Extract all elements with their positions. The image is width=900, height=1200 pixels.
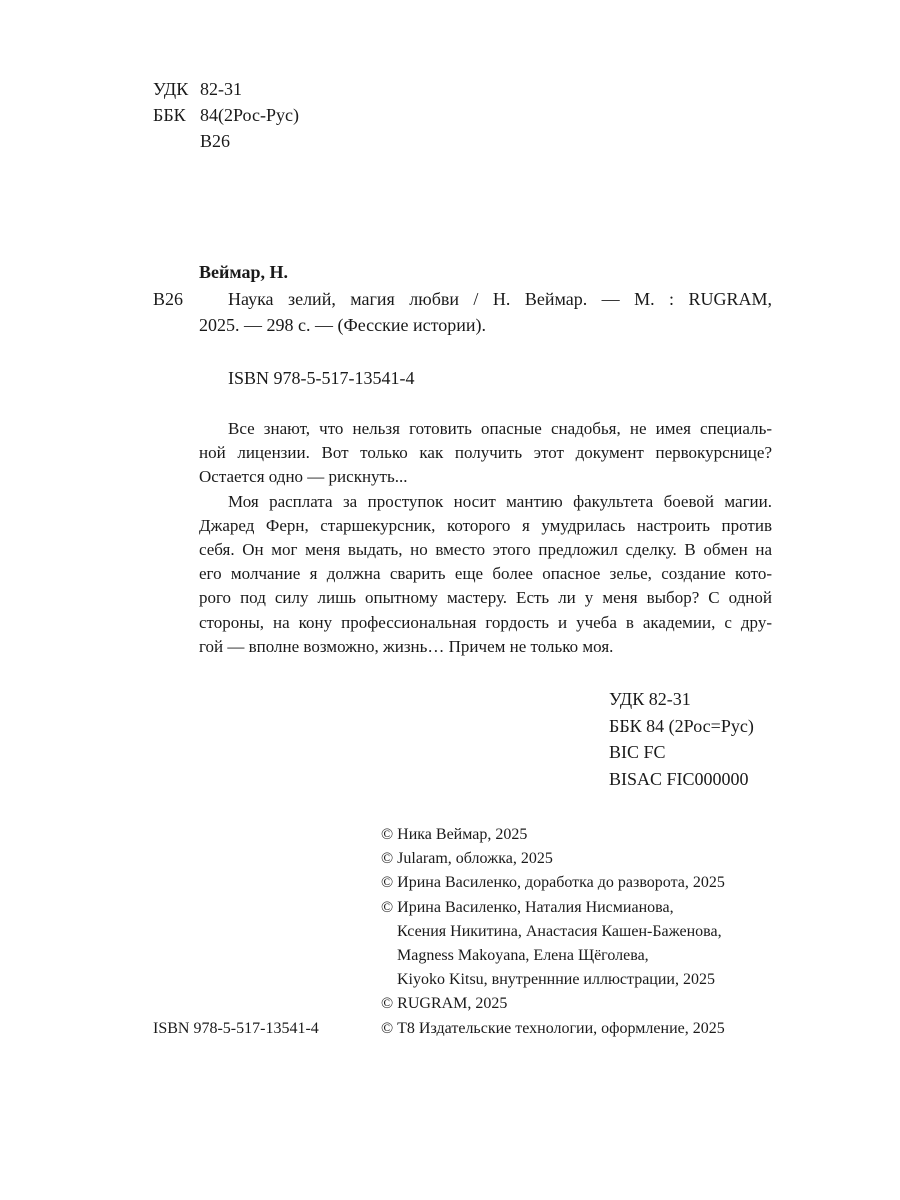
isbn-main: ISBN 978-5-517-13541-4 bbox=[228, 368, 415, 388]
copyright-line: Ксения Никитина, Анастасия Кашен-Баженова, bbox=[397, 922, 722, 940]
bbk-value: 84(2Рос-Рус) bbox=[200, 105, 299, 125]
copyright-block bbox=[381, 823, 725, 1041]
classification-bic: BIC FC bbox=[609, 742, 666, 762]
udk-value: 82-31 bbox=[200, 79, 242, 99]
author-code-value: В26 bbox=[200, 131, 231, 151]
author-code-row bbox=[153, 128, 299, 154]
abstract-line: стороны, на кону профессиональная гордость и учеба в академии, с дру- bbox=[199, 612, 772, 632]
copyright-line: © Ирина Василенко, доработка до разворота, 2025 bbox=[381, 874, 725, 892]
abstract-line: Остается одно — рискнуть... bbox=[199, 467, 408, 487]
copyright-line: © Ирина Василенко, Наталия Нисмианова, bbox=[381, 898, 674, 916]
author-heading: Веймар, Н. bbox=[199, 262, 289, 282]
copyright-line: © Jularam, обложка, 2025 bbox=[381, 850, 553, 868]
bibliographic-description bbox=[199, 286, 772, 338]
bbk-label: ББК bbox=[153, 105, 186, 125]
classification-bisac: BISAC FIC000000 bbox=[609, 768, 749, 789]
isbn-bottom: ISBN 978-5-517-13541-4 bbox=[153, 1020, 319, 1037]
copyright-line: © Ника Веймар, 2025 bbox=[381, 826, 528, 843]
abstract-line: Моя расплата за проступок носит мантию факультета боевой магии. bbox=[228, 491, 772, 511]
author-code-side: В26 bbox=[153, 289, 184, 309]
classification-udk: УДК 82-31 bbox=[609, 689, 691, 709]
classification-bbk: ББК 84 (2Рос=Рус) bbox=[609, 715, 754, 736]
abstract-line: гой — вполне возможно, жизнь… Причем не только моя. bbox=[199, 636, 614, 656]
abstract-line: Джаред Ферн, старшекурсник, которого я умудрилась настроить против bbox=[199, 515, 772, 535]
classification-block bbox=[609, 686, 754, 792]
copyright-line: Kiyoko Kitsu, внутреннние иллюстрации, 2025 bbox=[397, 971, 715, 989]
header-codes bbox=[153, 76, 299, 154]
copyright-line: Magness Makoyana, Елена Щёголева, bbox=[397, 947, 649, 965]
biblio-line: 2025. — 298 с. — (Фесские истории). bbox=[199, 315, 486, 335]
udk-row bbox=[153, 76, 299, 102]
copyright-line: © Т8 Издательские технологии, оформление, 2025 bbox=[381, 1019, 725, 1037]
author-code-label bbox=[153, 128, 200, 154]
abstract-line: его молчание я должна сварить еще более опасное зелье, создание кото- bbox=[199, 564, 772, 584]
abstract-line: ной лицензии. Вот только как получить этот документ первокурснице? bbox=[199, 443, 772, 463]
udk-label: УДК bbox=[153, 79, 189, 99]
copyright-line: © RUGRAM, 2025 bbox=[381, 995, 508, 1013]
biblio-line: Наука зелий, магия любви / Н. Веймар. — М. : RUGRAM, bbox=[228, 289, 772, 309]
abstract-line: Все знают, что нельзя готовить опасные снадобья, не имея специаль- bbox=[228, 419, 772, 438]
bbk-row bbox=[153, 102, 299, 128]
abstract-line: рого под силу лишь опытному мастеру. Есть ли у меня выбор? С одной bbox=[199, 588, 772, 608]
abstract bbox=[199, 417, 772, 659]
abstract-line: себя. Он мог меня выдать, но вместо этого предложил сделку. В обмен на bbox=[199, 540, 772, 560]
